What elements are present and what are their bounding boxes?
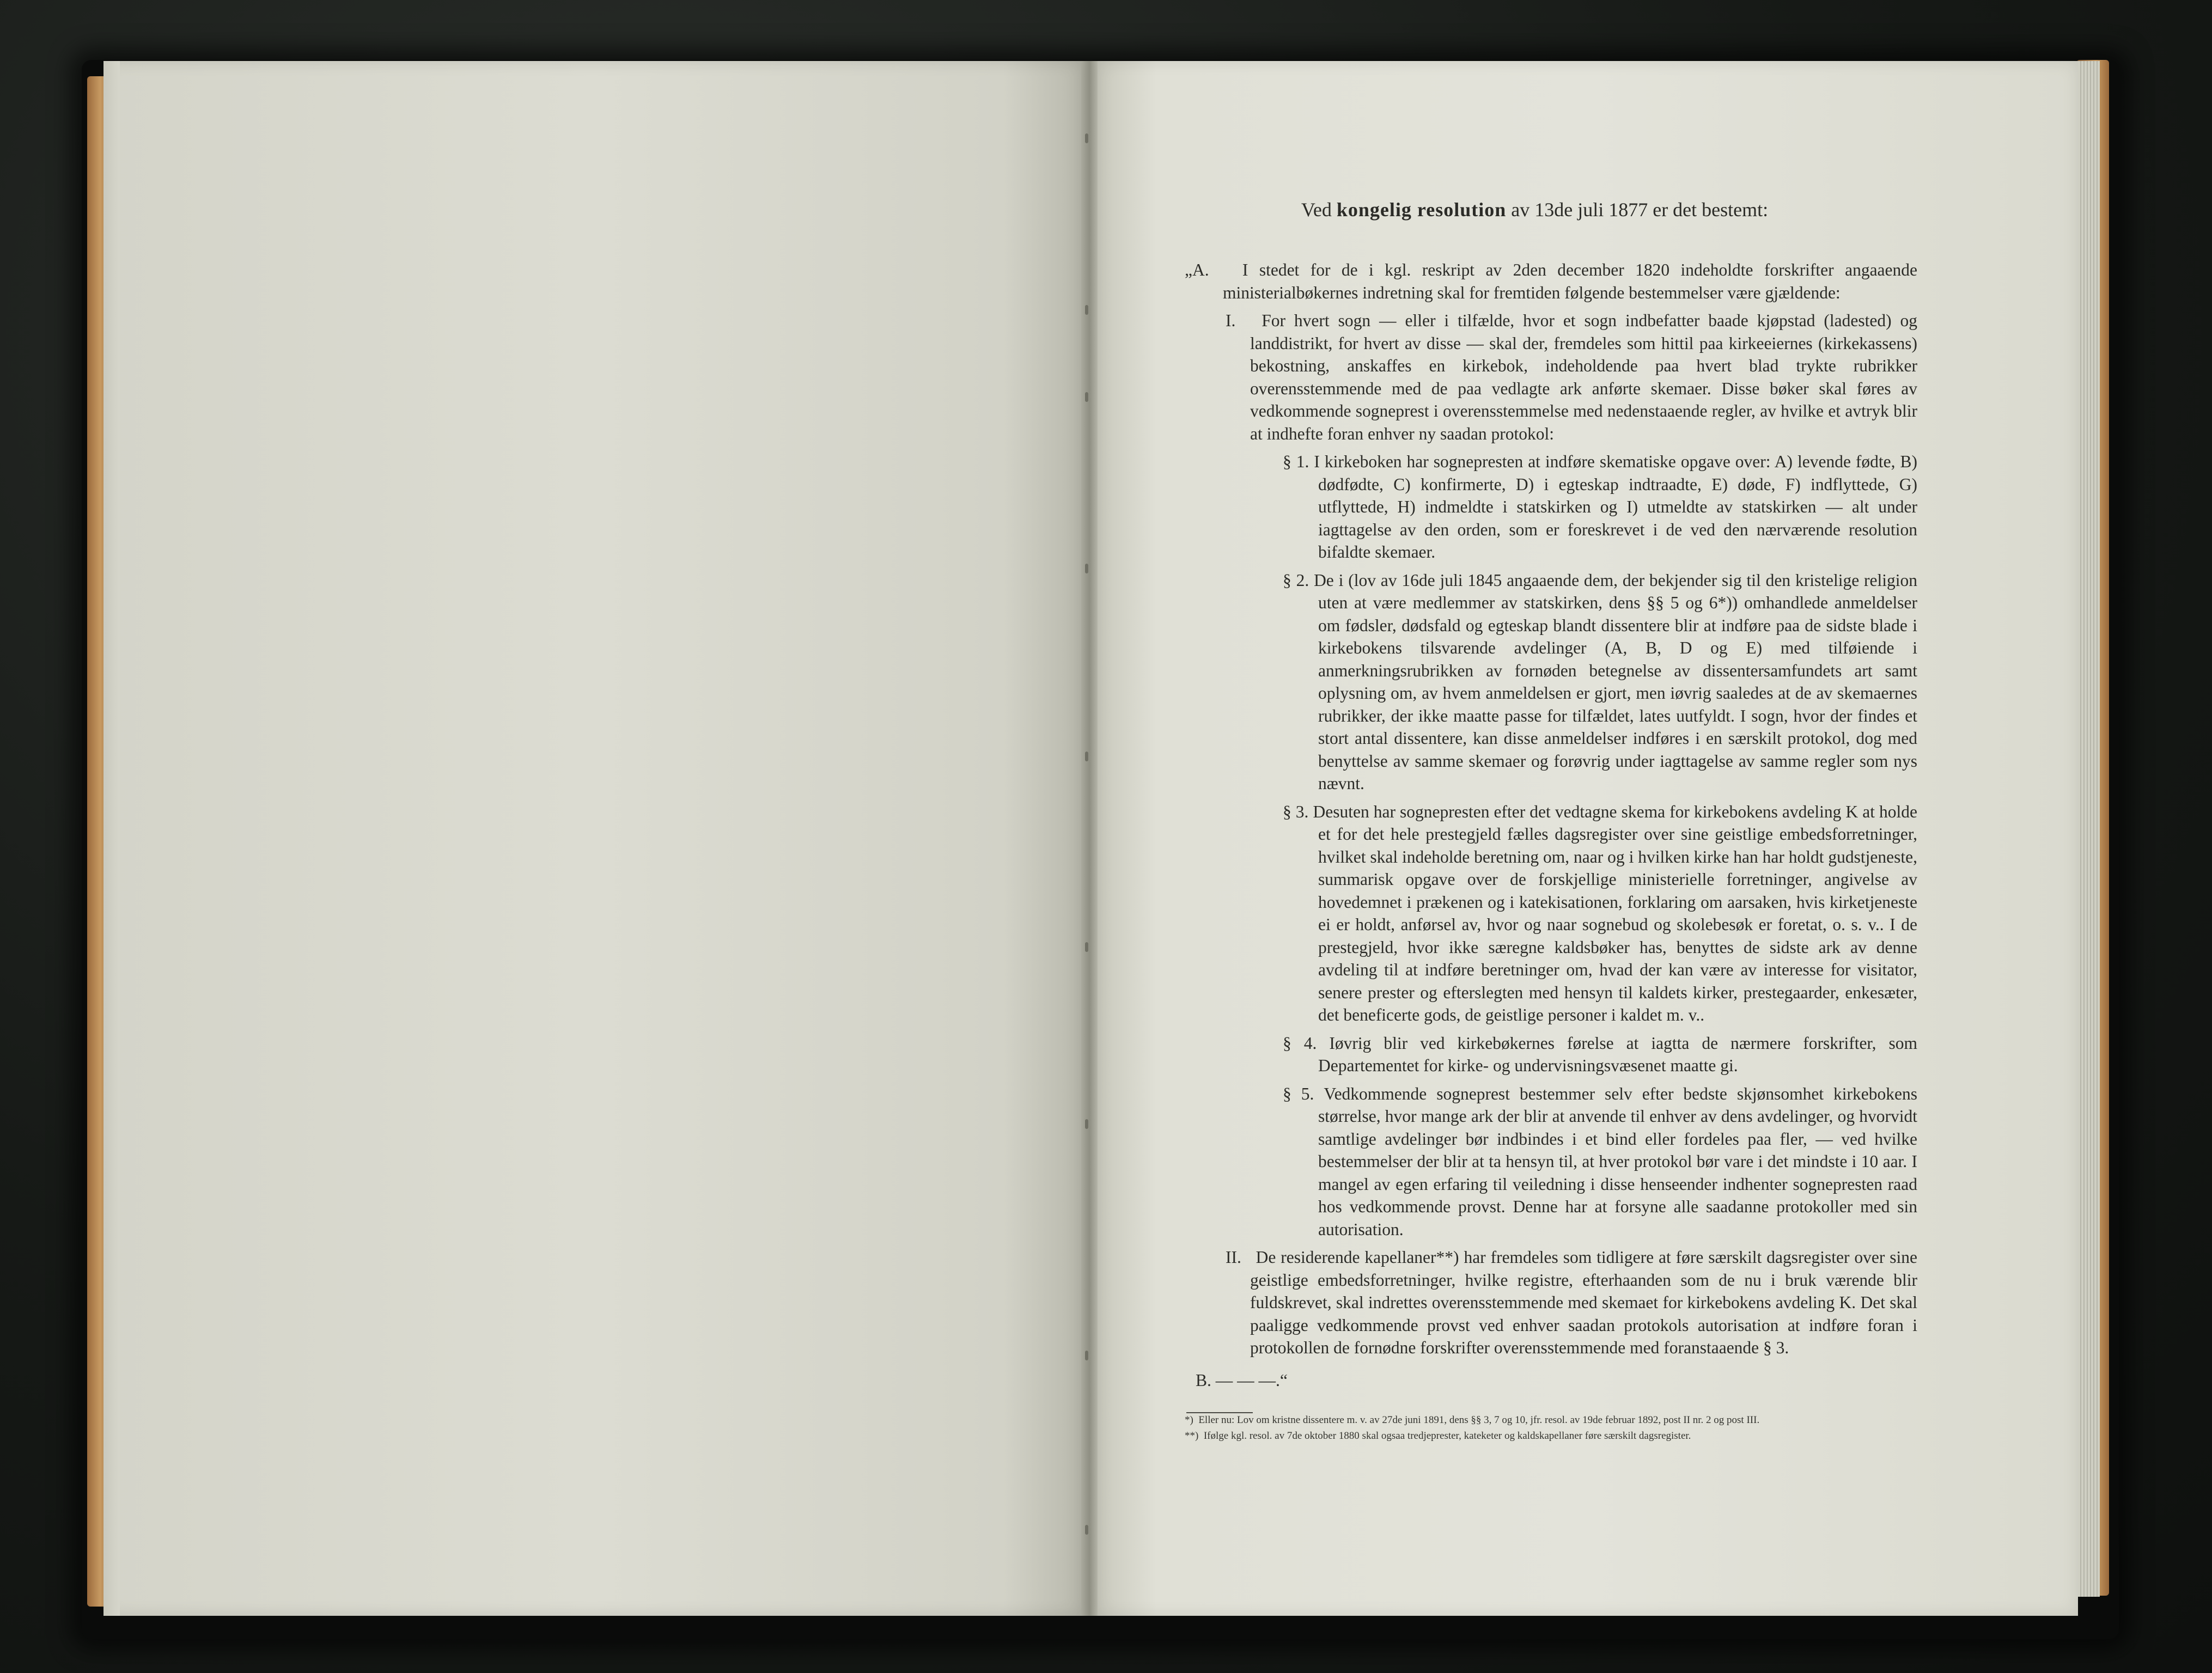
page-edges-stack <box>2078 61 2100 1597</box>
book-gutter <box>1081 61 1098 1616</box>
section-b-closing: B. — — —.“ <box>1196 1370 1288 1390</box>
binding-stitch <box>1085 752 1088 761</box>
paragraph-3 <box>1185 801 1917 1027</box>
footnote <box>1185 1429 1923 1443</box>
section-label: § 4. <box>1283 1033 1317 1053</box>
section-text: Vedkommende sogneprest bestemmer selv efter bedste skjønsomhet kirkebokens størrelse, hvor mange ark der blir at anvende til enhver av dens avdelinger, og hvorvidt samtlige avdelinger bør indbindes i et bind eller fordeles paa fler, — ved hvilke bestemmelser der blir at ta hensyn til, at hver protokol bør vare i det mindste i 10 aar. I mangel av egen erfaring til veiledning i disse henseender indhenter sognepresten raad hos vedkommende provst. Denne har at forsyne alle saadanne protokoller med sin autorisation. <box>1318 1084 1918 1239</box>
section-label: § 1. <box>1283 452 1309 471</box>
binding-stitch <box>1085 1525 1088 1535</box>
binding-stitch <box>1085 392 1088 402</box>
paragraph-4 <box>1185 1032 1917 1077</box>
binding-stitch <box>1085 564 1088 573</box>
footnote-text: Eller nu: Lov om kristne dissentere m. v. av 27de juni 1891, dens §§ 3, 7 og 10, jfr. resol. av 19de februar 1892, post II nr. 2 og post III. <box>1198 1414 1760 1426</box>
resolution-text <box>1185 196 1917 1397</box>
section-text: Desuten har sognepresten efter det vedtagne skema for kirkebokens avdeling K at holde et for det hele prestegjeld fælles dagsregister over sine geistlige embedsforretninger, hvilket skal indeholde beretning om, naar og i hvilken kirke han har holdt gudstjeneste, summarisk opgave over de forskjellige ministerielle forretninger, angivelse av hovedemnet i prækenen og i katekisationen, forklaring om aarsaken, hvis kirketjeneste ei er holdt, anførsel av, hvor og naar sognebud og skolebesøk er foretat, o. s. v.. I de prestegjeld, hvor ikke særegne kaldsbøker has, benyttes de sidste ark av denne avdeling til at indføre beretninger om, hvad der kan være av interesse for visitator, senere prester og efterslegten med hensyn til kaldets kirker, prestegaarder, enkesæter, det beneficerte gods, de geistlige personer i kaldet m. v.. <box>1313 802 1918 1024</box>
footnote-mark: **) <box>1185 1430 1199 1442</box>
section-label: „A. <box>1185 260 1209 279</box>
binding-stitch <box>1085 133 1088 143</box>
heading-prefix: Ved <box>1301 199 1332 221</box>
section-ii <box>1185 1246 1917 1359</box>
footnote-mark: *) <box>1185 1414 1193 1426</box>
section-text: De i (lov av 16de juli 1845 angaaende dem, der bekjender sig til den kristelige religion uten at være medlemmer av statskirken, dens §§ 5 og 6*)) omhandlede anmeldelser om fødsler, dødsfald og egteskap blandt dissentere blir at indføre paa de sidste blade i kirkebokens tilsvarende avdelinger (A, B, D og E) med tilføiende i anmerkningsrubrikken av fornøden betegnelse av dissentersamfundets art samt oplysning om, av hvem anmeldelsen er gjort, men iøvrig saaledes at de av skemaernes rubrikker, der ikke maatte passe for tilfældet, lates uutfyldt. I sogn, hvor der findes et stort antal dissentere, kan disse anmeldelser indføres i en særskilt protokol, dog med benyttelse av samme skemaer og forøvrig under iagttagelse av samme regler som nys nævnt. <box>1314 570 1917 793</box>
section-text: De residerende kapellaner**) har fremdeles som tidligere at føre særskilt dagsregister over sine geistlige embedsforretninger, hvilke registre, efterhaanden som de nu i bruk værende blir fuldskrevet, skal indrettes overensstemmende med skemaet for kirkebokens avdeling K. Det skal paaligge vedkommende provst ved enhver saadan protokols autorisation at indføre foran i protokollen de fornødne forskrifter overensstemmende med foranstaaende § 3. <box>1250 1248 1917 1357</box>
section-text: I kirkeboken har sognepresten at indføre skematiske opgave over: A) levende fødte, B) dødfødte, C) konfirmerte, D) i egteskap indtraadte, E) døde, F) indflyttede, G) utflyttede, H) indmeldte i statskirken og I) utmeldte av statskirken — alt under iagttagelse av den orden, som er foreskrevet i de ved den nærværende resolution bifaldte skemaer. <box>1314 452 1918 561</box>
heading-bold: kongelig resolution <box>1336 199 1507 221</box>
binding-stitch <box>1085 1351 1088 1360</box>
section-text: Iøvrig blir ved kirkebøkernes førelse at iagtta de nærmere forskrifter, som Departementet for kirke- og undervisningsvæsenet maatte gi. <box>1318 1033 1918 1075</box>
section-label: § 3. <box>1283 802 1309 821</box>
section-a <box>1185 259 1917 304</box>
section-text: For hvert sogn — eller i tilfælde, hvor et sogn indbefatter baade kjøpstad (ladested) og landdistrikt, for hvert av disse — skal der, fremdeles som hittil paa kirkeeiernes (kirkekassens) bekostning, anskaffes en kirkebok, indeholdende paa hvert blad trykte rubrikker overensstemmende med de paa vedlagte ark anførte skemaer. Disse bøker skal føres av vedkommende sogneprest i overensstemmelse med nedenstaaende regler, av hvilke et avtryk blir at indhefte foran enhver ny saadan protokol: <box>1250 311 1918 443</box>
section-text: I stedet for de i kgl. reskript av 2den december 1820 indeholdte forskrifter angaaende ministerialbøkernes indretning skal for fremtiden følgende bestemmelser være gjældende: <box>1223 260 1917 302</box>
footnote <box>1185 1413 1923 1427</box>
page-heading <box>1168 196 1901 223</box>
section-label: § 2. <box>1283 570 1309 590</box>
footnotes <box>1185 1413 1923 1445</box>
paragraph-5 <box>1185 1083 1917 1241</box>
paragraph-2 <box>1185 569 1917 795</box>
binding-stitch <box>1085 1119 1088 1129</box>
section-label: II. <box>1226 1248 1241 1267</box>
paragraph-1 <box>1185 450 1917 564</box>
footnote-text: Ifølge kgl. resol. av 7de oktober 1880 skal ogsaa tredjeprester, kateketer og kaldskapellaner føre særskilt dagsregister. <box>1203 1430 1691 1442</box>
binding-stitch <box>1085 942 1088 952</box>
left-page-blank <box>103 61 1081 1616</box>
heading-suffix: av 13de juli 1877 er det bestemt: <box>1511 199 1769 221</box>
binding-stitch <box>1085 305 1088 315</box>
section-label: I. <box>1226 311 1236 330</box>
section-label: § 5. <box>1283 1084 1314 1103</box>
left-page-edge <box>103 61 120 1616</box>
section-i <box>1185 309 1917 445</box>
